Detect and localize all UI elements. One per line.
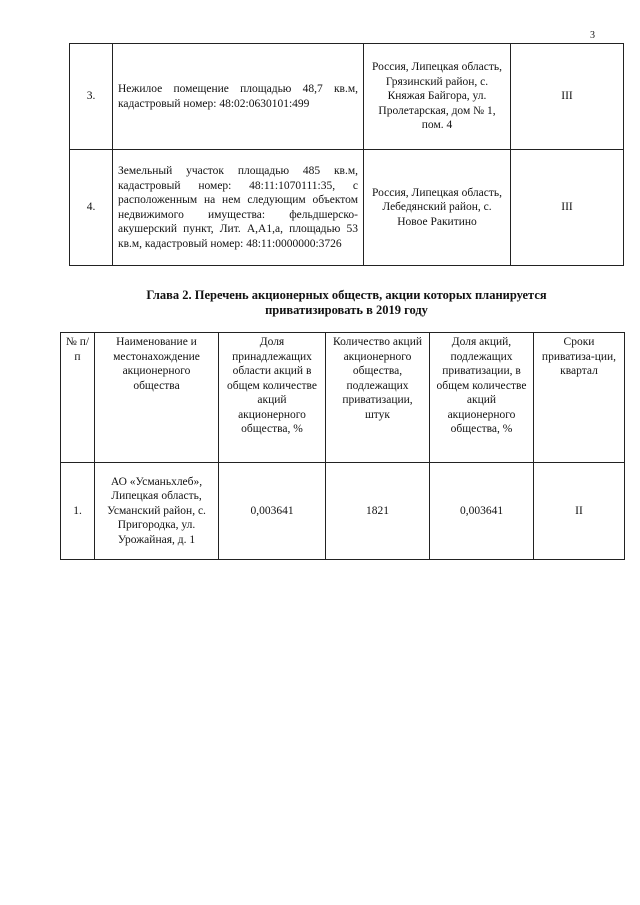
property-location: Россия, Липецкая область, Грязинский район, с. Княжая Байгора, ул. Пролетарская, дом № 1, пом. 4 — [364, 44, 511, 150]
heading-line-2: приватизировать в 2019 году — [265, 303, 428, 317]
property-description: Земельный участок площадью 485 кв.м, кадастровый номер: 48:11:1070111:35, с расположенным на нем следующим объектом недвижимого имущества: фельдшерско-акушерский пункт, Лит. А,А1,а, площадью 53 кв.м, кадастровый номер: 48:11:0000000:3726 — [113, 150, 364, 266]
property-group: III — [511, 150, 624, 266]
privatized-share: 0,003641 — [430, 463, 534, 560]
header-name: Наименование и местонахождение акционерного общества — [95, 333, 219, 463]
row-number: 4. — [70, 150, 113, 266]
share-quantity: 1821 — [326, 463, 430, 560]
header-quarter: Сроки приватиза-ции, квартал — [534, 333, 625, 463]
chapter-2-heading — [69, 288, 624, 318]
table-header-row — [61, 333, 625, 463]
table-row — [70, 44, 624, 150]
header-region-share: Доля принадлежащих области акций в общем количестве акций акционерного общества, % — [219, 333, 326, 463]
row-number: 1. — [61, 463, 95, 560]
property-group: III — [511, 44, 624, 150]
page-number: 3 — [590, 30, 595, 41]
property-location: Россия, Липецкая область, Лебедянский район, с. Новое Ракитино — [364, 150, 511, 266]
heading-line-1: Глава 2. Перечень акционерных обществ, акции которых планируется — [146, 288, 547, 302]
region-share: 0,003641 — [219, 463, 326, 560]
header-number: № п/п — [61, 333, 95, 463]
shares-table — [60, 332, 625, 560]
header-quantity: Количество акций акционерного общества, подлежащих приватизации, штук — [326, 333, 430, 463]
privatization-quarter: II — [534, 463, 625, 560]
header-privatized-share: Доля акций, подлежащих приватизации, в общем количестве акций акционерного общества, % — [430, 333, 534, 463]
company-name: АО «Усманьхлеб», Липецкая область, Усманский район, с. Пригородка, ул. Урожайная, д. 1 — [95, 463, 219, 560]
property-table — [69, 43, 624, 266]
table-row — [70, 150, 624, 266]
table-row — [61, 463, 625, 560]
row-number: 3. — [70, 44, 113, 150]
property-description: Нежилое помещение площадью 48,7 кв.м, кадастровый номер: 48:02:0630101:499 — [113, 44, 364, 150]
